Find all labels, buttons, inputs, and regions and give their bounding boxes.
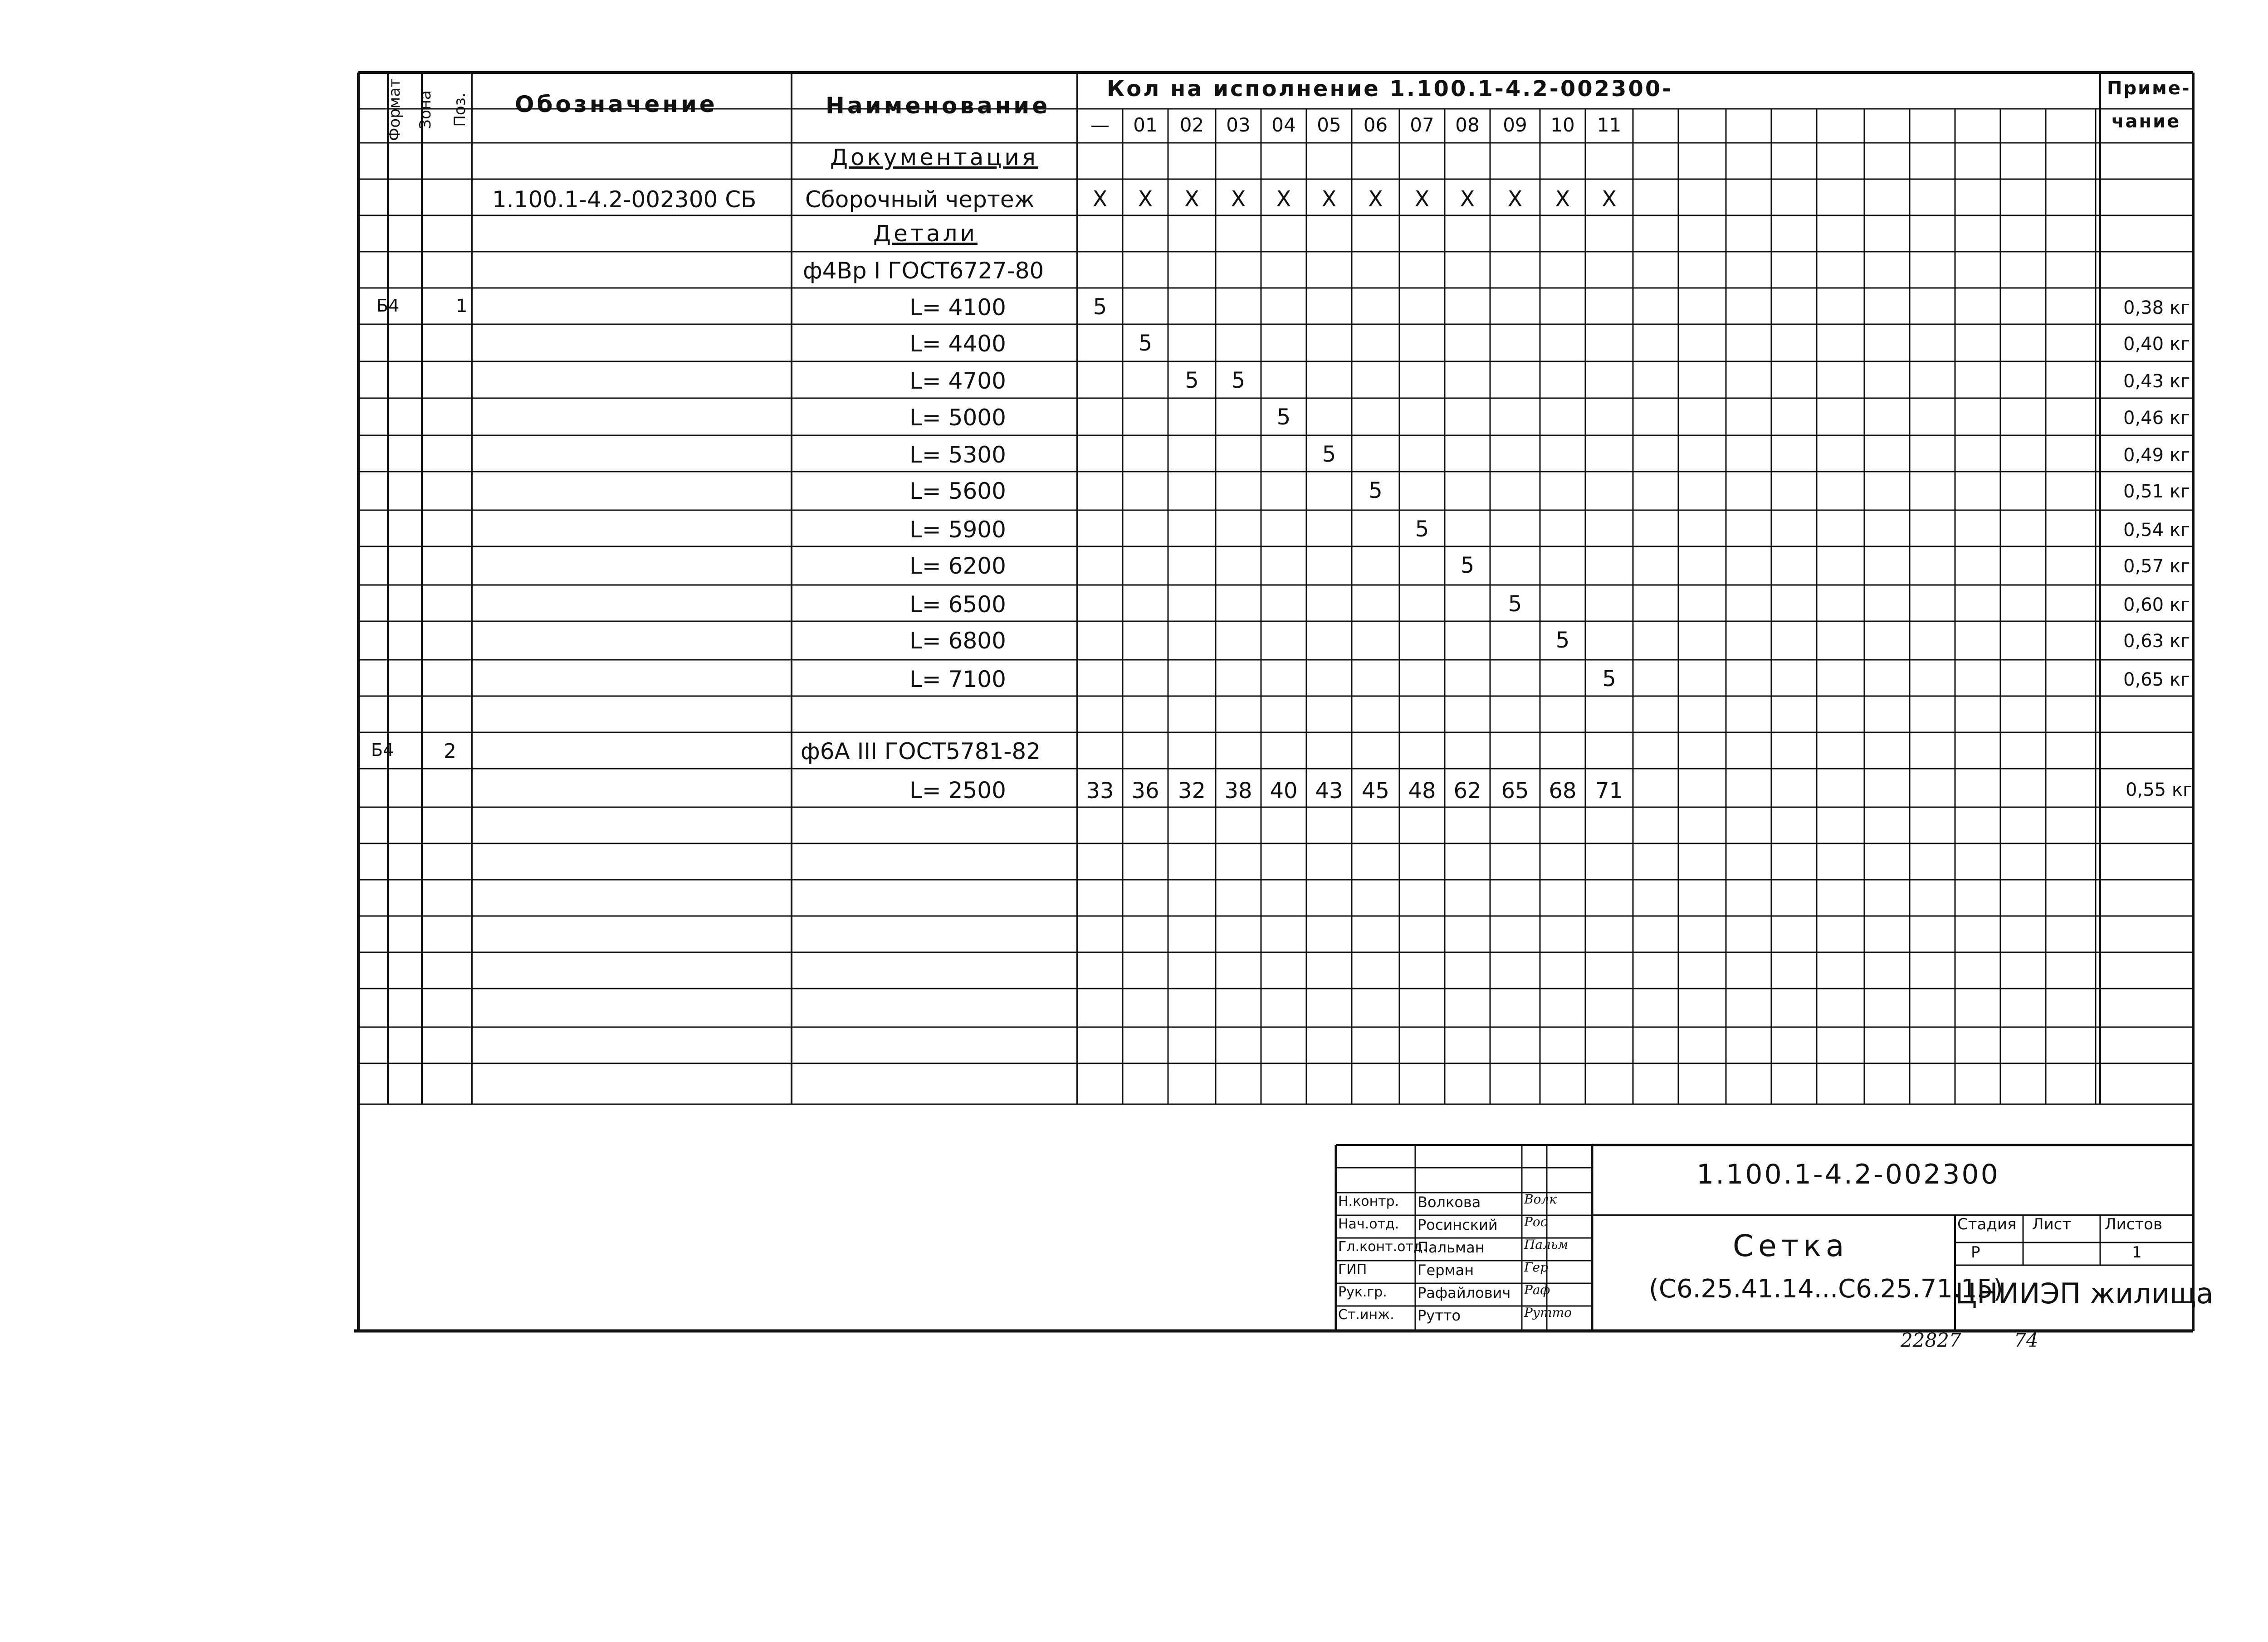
item-qty: 5 — [1138, 331, 1153, 356]
variant-header: 06 — [1363, 114, 1388, 136]
role-name: Рафайлович — [1418, 1284, 1511, 1301]
organization: ЦНИИЭП жилища — [1955, 1277, 2214, 1310]
variant-header: — — [1090, 114, 1110, 136]
role-signature: Рутто — [1524, 1305, 1572, 1320]
variant-header: 03 — [1226, 114, 1251, 136]
sheet-label: Лист — [2032, 1215, 2072, 1233]
item-note: 0,51 кг — [2123, 481, 2190, 502]
inventory-number: 22827 — [1901, 1329, 1961, 1351]
pos1-format: Б4 — [376, 296, 400, 316]
item-note: 0,38 кг — [2123, 297, 2190, 318]
stage-label: Стадия — [1957, 1215, 2017, 1233]
doc-mark: X — [1092, 186, 1108, 212]
page-number: 74 — [2014, 1329, 2038, 1351]
col-header-pos: Поз. — [451, 93, 469, 127]
sheets-label: Листов — [2105, 1215, 2163, 1233]
material-1: ф4Вр I ГОСТ6727-80 — [803, 258, 1044, 284]
item-note: 0,46 кг — [2123, 408, 2190, 429]
doc-number: 1.100.1-4.2-002300 — [1696, 1159, 2000, 1190]
role-title: Ст.инж. — [1338, 1307, 1394, 1323]
item-length: L= 5600 — [909, 478, 1006, 504]
item-qty: 5 — [1555, 628, 1570, 653]
role-name: Пальман — [1418, 1239, 1485, 1256]
role-signature: Раф — [1524, 1282, 1550, 1297]
item2-qty: 43 — [1315, 778, 1343, 804]
col-header-zone: Зона — [416, 90, 435, 129]
drawing-subtitle: (С6.25.41.14...С6.25.71.15) — [1649, 1274, 2003, 1304]
col-header-format: Формат — [386, 78, 404, 141]
section-details: Детали — [873, 220, 978, 247]
item-note: 0,65 кг — [2123, 669, 2190, 690]
role-title: Рук.гр. — [1338, 1284, 1387, 1300]
pos1-number: 1 — [456, 296, 468, 317]
variant-header: 07 — [1410, 114, 1434, 136]
item2-note: 0,55 кг — [2126, 780, 2192, 800]
role-signature: Волк — [1524, 1192, 1557, 1207]
item2-qty: 32 — [1178, 778, 1206, 804]
item2-qty: 33 — [1086, 778, 1114, 804]
variant-header: 04 — [1271, 114, 1296, 136]
variant-header: 10 — [1550, 114, 1575, 136]
item-length: L= 7100 — [909, 666, 1006, 692]
doc-mark: X — [1414, 186, 1430, 212]
item-length: L= 6800 — [909, 628, 1006, 654]
doc-mark: X — [1368, 186, 1383, 212]
role-signature: Гер — [1524, 1260, 1549, 1275]
section-documentation: Документация — [830, 144, 1038, 171]
role-signature: Пальм — [1524, 1237, 1569, 1252]
variant-header: 09 — [1503, 114, 1527, 136]
role-title: Гл.конт.отд. — [1338, 1239, 1427, 1255]
col-header-note-1: Приме- — [2107, 78, 2191, 99]
item-length: L= 6200 — [909, 553, 1006, 579]
col-header-note-2: чание — [2112, 111, 2181, 132]
col-header-qty-title: Кол на исполнение 1.100.1-4.2-002300- — [1107, 76, 1673, 102]
item-note: 0,60 кг — [2123, 594, 2190, 615]
sheets-value: 1 — [2132, 1243, 2142, 1262]
item-note: 0,63 кг — [2123, 631, 2190, 652]
item-qty: 5 — [1322, 442, 1336, 467]
doc-mark: X — [1555, 186, 1570, 212]
item-qty: 5 — [1415, 516, 1429, 542]
item2-qty: 45 — [1361, 778, 1390, 804]
stage-value: Р — [1971, 1243, 1980, 1262]
item-length: L= 5300 — [909, 442, 1006, 468]
pos2-format: Б4 — [371, 740, 394, 760]
item-qty: 5 — [1369, 478, 1383, 503]
variant-header: 02 — [1179, 114, 1204, 136]
item2-qty: 65 — [1501, 778, 1529, 804]
item2-qty: 36 — [1131, 778, 1159, 804]
item-note: 0,43 кг — [2123, 371, 2190, 392]
role-name: Герман — [1418, 1262, 1474, 1279]
role-title: Нач.отд. — [1338, 1216, 1399, 1232]
doc-mark: X — [1184, 186, 1199, 212]
doc-designation: 1.100.1-4.2-002300 СБ — [492, 186, 757, 213]
role-signature: Рос — [1524, 1214, 1548, 1229]
item-note: 0,54 кг — [2123, 520, 2190, 541]
doc-mark: X — [1138, 186, 1153, 212]
item2-qty: 40 — [1270, 778, 1298, 804]
role-name: Волкова — [1418, 1194, 1481, 1211]
variant-header: 11 — [1597, 114, 1622, 136]
item-note: 0,57 кг — [2123, 556, 2190, 577]
item-length: L= 4400 — [909, 331, 1006, 357]
col-header-name: Наименование — [826, 93, 1051, 119]
drawing-title: Сетка — [1733, 1228, 1849, 1263]
item2-qty: 71 — [1595, 778, 1623, 804]
variant-header: 05 — [1317, 114, 1341, 136]
item-length: L= 5900 — [909, 516, 1006, 543]
item-qty: 5 — [1602, 666, 1616, 692]
variant-header: 01 — [1133, 114, 1158, 136]
role-name: Росинский — [1418, 1216, 1498, 1233]
item-length: L= 6500 — [909, 591, 1006, 618]
item-note: 0,40 кг — [2123, 334, 2190, 355]
item-length: L= 5000 — [909, 404, 1006, 431]
item-qty: 5 — [1276, 404, 1291, 430]
doc-mark: X — [1602, 186, 1617, 212]
role-name: Рутто — [1418, 1307, 1461, 1324]
item2-name: L= 2500 — [909, 777, 1006, 804]
item-length: L= 4100 — [909, 294, 1006, 321]
item2-qty: 68 — [1549, 778, 1577, 804]
item-qty: 5 — [1508, 591, 1522, 617]
item2-qty: 62 — [1453, 778, 1481, 804]
col-header-designation: Обозначение — [515, 91, 718, 117]
material-2: ф6А III ГОСТ5781-82 — [801, 738, 1041, 765]
item-qty: 5 — [1231, 368, 1246, 393]
item-note: 0,49 кг — [2123, 445, 2190, 466]
role-title: Н.контр. — [1338, 1194, 1399, 1209]
item-qty: 5 — [1460, 553, 1475, 578]
doc-name: Сборочный чертеж — [805, 186, 1035, 213]
item-qty: 5 — [1185, 368, 1199, 393]
item-qty: 5 — [1093, 294, 1107, 320]
doc-mark: X — [1276, 186, 1291, 212]
doc-mark: X — [1507, 186, 1523, 212]
role-title: ГИП — [1338, 1262, 1367, 1277]
doc-mark: X — [1321, 186, 1337, 212]
item-length: L= 4700 — [909, 368, 1006, 394]
variant-header: 08 — [1455, 114, 1480, 136]
item2-qty: 38 — [1224, 778, 1252, 804]
doc-mark: X — [1460, 186, 1475, 212]
pos2-number: 2 — [444, 740, 456, 763]
item2-qty: 48 — [1408, 778, 1436, 804]
doc-mark: X — [1231, 186, 1246, 212]
